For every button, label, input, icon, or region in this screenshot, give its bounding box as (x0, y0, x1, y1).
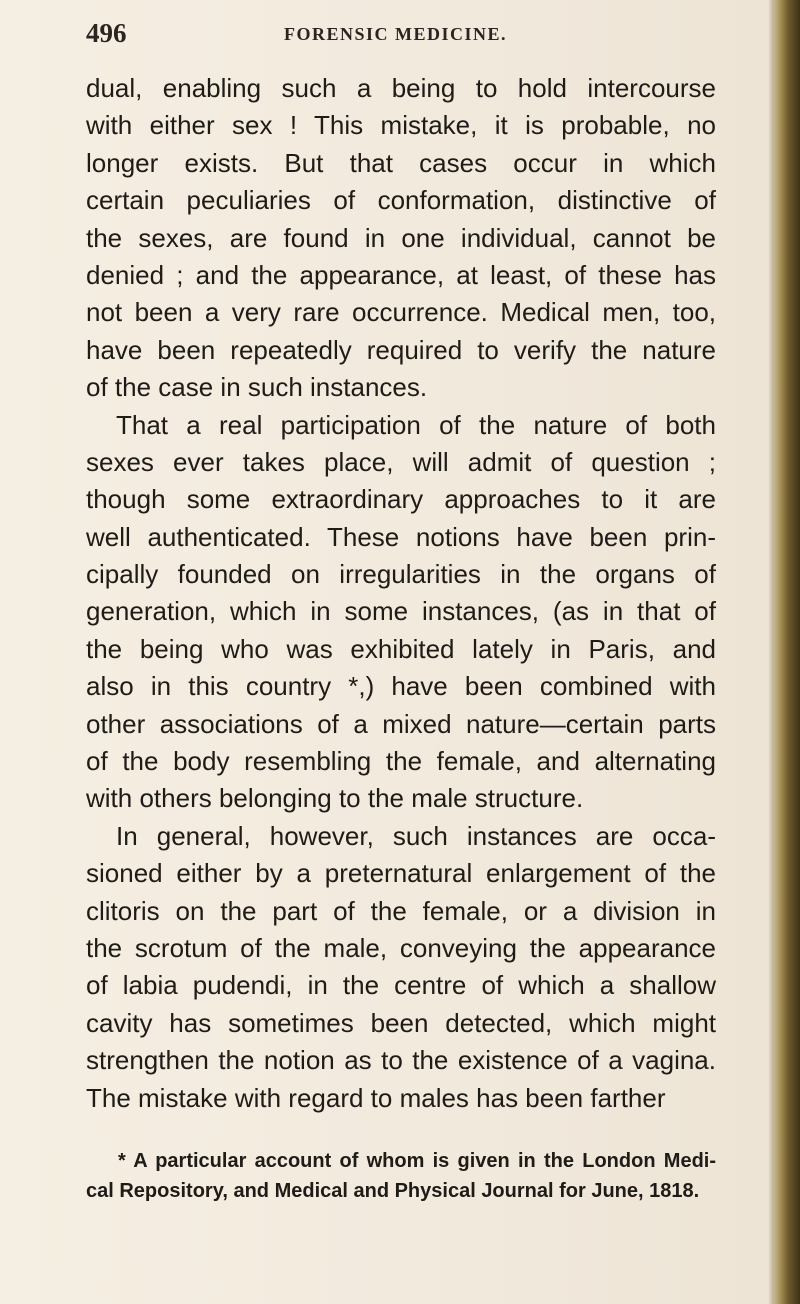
body-text (86, 70, 716, 1117)
text-line: certain peculiaries of conformation, distinctive of (86, 185, 716, 216)
text-line: strengthen the notion as to the existence of a vagina. (86, 1045, 716, 1076)
footnote (86, 1146, 716, 1206)
text-line: That a real participation of the nature of both (116, 409, 716, 440)
text-line: generation, which in some instances, (as in that of (86, 596, 716, 627)
footnote-line: * A particular account of whom is given in the London Medi- (118, 1150, 716, 1172)
text-line: not been a very rare occurrence. Medical men, too, (86, 297, 716, 328)
text-line: the scrotum of the male, conveying the appearance (86, 932, 716, 963)
text-line: sexes ever takes place, will admit of question ; (86, 446, 716, 477)
text-line: In general, however, such instances are occa- (116, 820, 716, 851)
text-line: dual, enabling such a being to hold intercourse (86, 73, 716, 103)
text-line: though some extraordinary approaches to it are (86, 484, 716, 515)
text-line: cipally founded on irregularities in the organs of (86, 559, 716, 590)
text-line: of the case in such instances. (86, 372, 428, 403)
book-spine-edge (774, 0, 800, 1304)
text-line: the sexes, are found in one individual, cannot be (86, 222, 716, 253)
text-line: have been repeatedly required to verify the nature (86, 334, 716, 365)
text-line: of the body resembling the female, and alternating (86, 746, 716, 777)
text-line: of labia pudendi, in the centre of which a shallow (86, 970, 716, 1001)
text-line: denied ; and the appearance, at least, of these has (86, 259, 716, 290)
page-header (86, 16, 696, 56)
text-line: also in this country *,) have been combined with (86, 671, 716, 702)
text-line: other associations of a mixed nature—certain parts (86, 708, 716, 739)
text-line: cavity has sometimes been detected, which might (86, 1007, 716, 1038)
footnote-line: cal Repository, and Medical and Physical Journal for June, 1818. (86, 1180, 700, 1202)
running-head: FORENSIC MEDICINE. (284, 24, 508, 44)
text-line: clitoris on the part of the female, or a division in (86, 895, 716, 926)
text-line: sioned either by a preternatural enlargement of the (86, 858, 716, 889)
text-line: well authenticated. These notions have been prin- (86, 521, 716, 552)
page-number: 496 (86, 18, 127, 48)
text-line: with either sex ! This mistake, it is probable, no (86, 110, 716, 141)
text-line: with others belonging to the male structure. (86, 783, 584, 814)
text-line: The mistake with regard to males has been farther (86, 1082, 666, 1113)
text-line: the being who was exhibited lately in Paris, and (86, 633, 716, 664)
text-line: longer exists. But that cases occur in which (86, 147, 716, 178)
